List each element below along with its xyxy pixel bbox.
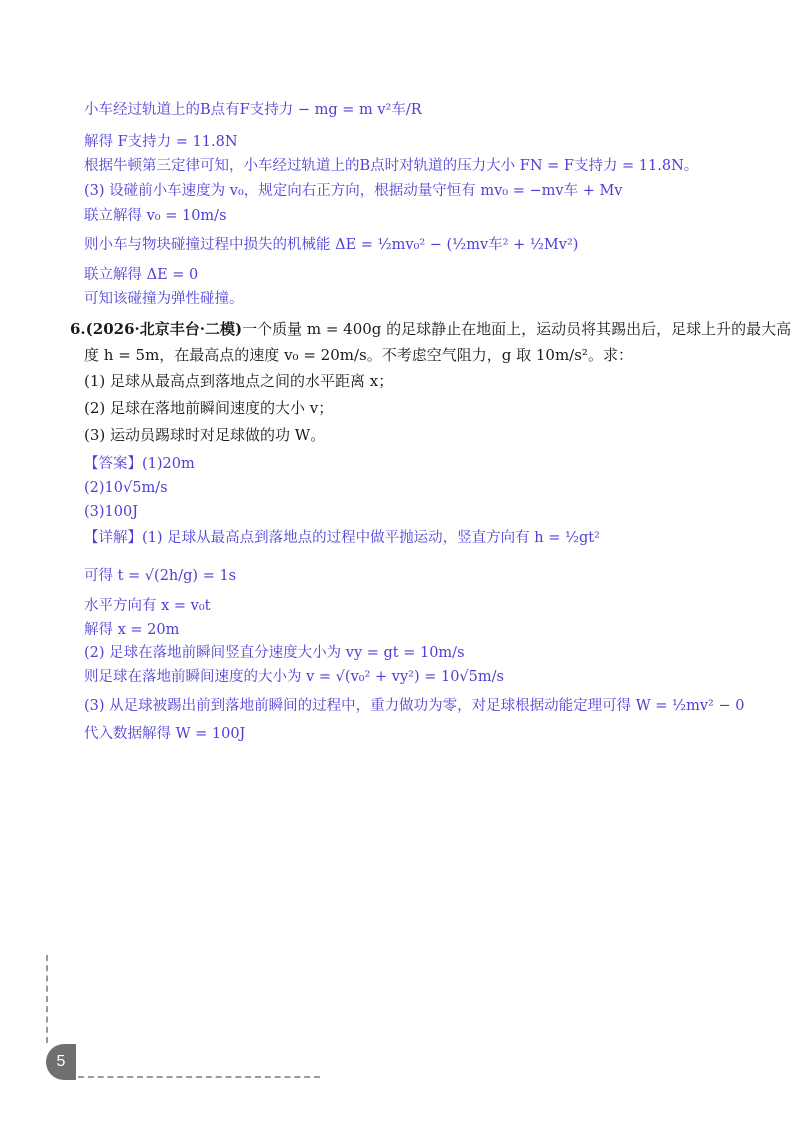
- solution-line: 可知该碰撞为弹性碰撞。: [84, 291, 244, 307]
- answer-line-1: [84, 454, 195, 474]
- solution-line: 根据牛顿第三定律可知，小车经过轨道上的B点时对轨道的压力大小 FN = F支持力 = 11.8N。: [84, 158, 699, 174]
- question-stem-text: 一个质量 m = 400g 的足球静止在地面上，运动员将其踢出后，足球上升的最大高: [242, 320, 792, 338]
- answer-item: (1)20m: [142, 456, 195, 472]
- detail-line-1: [84, 528, 600, 548]
- detail-line: (2) 足球在落地前瞬间竖直分速度大小为 vy = gt = 10m/s: [84, 645, 465, 661]
- answer-item: (3)100J: [84, 504, 139, 520]
- detail-line: (3) 从足球被踢出前到落地前瞬间的过程中，重力做功为零，对足球根据动能定理可得 W = ½mv² − 0: [84, 698, 745, 714]
- detail-first-text: (1) 足球从最高点到落地点的过程中做平抛运动，竖直方向有 h = ½gt²: [142, 530, 600, 546]
- page-number: 5: [56, 1053, 66, 1070]
- question-part: (3) 运动员踢球时对足球做的功 W。: [84, 426, 326, 444]
- solution-line: 联立解得 ΔE = 0: [84, 267, 199, 283]
- question-source: (2026·北京丰台·二模): [85, 320, 243, 338]
- answer-item: (2)10√5m/s: [84, 480, 168, 496]
- solution-line: 联立解得 v₀ = 10m/s: [84, 208, 227, 224]
- detail-label: 【详解】: [84, 530, 142, 546]
- page-border-dashed-vertical: [46, 955, 48, 1043]
- detail-line: 水平方向有 x = v₀t: [84, 598, 211, 614]
- detail-line: 代入数据解得 W = 100J: [84, 726, 246, 742]
- solution-line: 则小车与物块碰撞过程中损失的机械能 ΔE = ½mv₀² − (½mv车² + ½Mv²): [84, 237, 579, 253]
- detail-line: 解得 x = 20m: [84, 622, 180, 638]
- solution-line: 小车经过轨道上的B点有F支持力 − mg = m v²车/R: [84, 102, 422, 118]
- detail-line: 则足球在落地前瞬间速度的大小为 v = √(v₀² + vy²) = 10√5m/s: [84, 669, 504, 685]
- solution-line: (3) 设碰前小车速度为 v₀，规定向右正方向，根据动量守恒有 mv₀ = −mv车 + Mv: [84, 183, 623, 199]
- question-stem-line-1: [70, 319, 791, 339]
- question-number: 6.: [70, 320, 86, 338]
- question-part: (2) 足球在落地前瞬间速度的大小 v；: [84, 399, 334, 417]
- page-border-dashed-horizontal: [78, 1076, 320, 1078]
- solution-line: 解得 F支持力 = 11.8N: [84, 134, 238, 150]
- question-part: (1) 足球从最高点到落地点之间的水平距离 x；: [84, 372, 394, 390]
- question-stem-line-2: 度 h = 5m，在最高点的速度 v₀ = 20m/s。不考虑空气阻力，g 取 10m/s²。求：: [84, 346, 633, 364]
- page-number-tab: [46, 1044, 76, 1080]
- detail-line: 可得 t = √(2h/g) = 1s: [84, 568, 237, 584]
- answer-label: 【答案】: [84, 456, 142, 472]
